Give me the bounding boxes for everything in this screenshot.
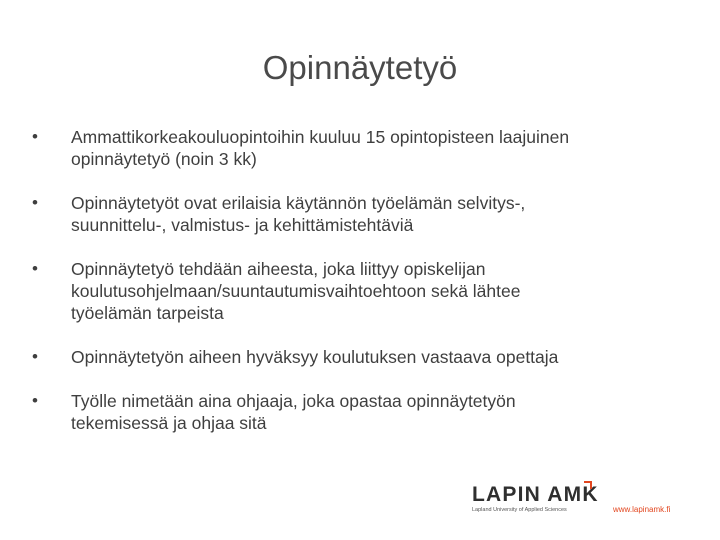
slide-title: Opinnäytetyö: [262, 49, 458, 86]
bullet-item: [32, 346, 672, 368]
bullet-line: tekemisessä ja ohjaa sitä: [71, 413, 267, 433]
bullet-list: [32, 126, 672, 456]
bullet-item: [32, 258, 672, 324]
lapin-amk-logo: [472, 483, 599, 518]
bullet-line: opinnäytetyö (noin 3 kk): [71, 149, 257, 169]
bullet-line: työelämän tarpeista: [71, 303, 224, 323]
logo-wordmark: LAPIN AMK: [472, 483, 599, 506]
bullet-line: suunnittelu-, valmistus- ja kehittämistehtäviä: [71, 215, 414, 235]
bullet-dot-icon: •: [32, 127, 38, 146]
bullet-line: Opinnäytetyö tehdään aiheesta, joka liittyy opiskelijan: [71, 259, 486, 279]
bullet-dot-icon: •: [32, 347, 38, 366]
bullet-line: Opinnäytetyöt ovat erilaisia käytännön työelämän selvitys-,: [71, 193, 526, 213]
bullet-line: Ammattikorkeakouluopintoihin kuuluu 15 opintopisteen laajuinen: [71, 127, 570, 147]
bullet-line: koulutusohjelmaan/suuntautumisvaihtoehtoon sekä lähtee: [71, 281, 521, 301]
logo-corner-icon: [584, 481, 592, 489]
website-link[interactable]: www.lapinamk.fi: [613, 505, 671, 514]
bullet-item: [32, 126, 672, 170]
bullet-item: [32, 390, 672, 434]
bullet-item: [32, 192, 672, 236]
bullet-line: Työlle nimetään aina ohjaaja, joka opastaa opinnäytetyön: [71, 391, 516, 411]
bullet-dot-icon: •: [32, 193, 38, 212]
bullet-dot-icon: •: [32, 391, 38, 410]
bullet-dot-icon: •: [32, 259, 38, 278]
logo-subtitle: Lapland University of Applied Sciences: [472, 507, 567, 513]
bullet-line: Opinnäytetyön aiheen hyväksyy koulutuksen vastaava opettaja: [71, 347, 559, 367]
